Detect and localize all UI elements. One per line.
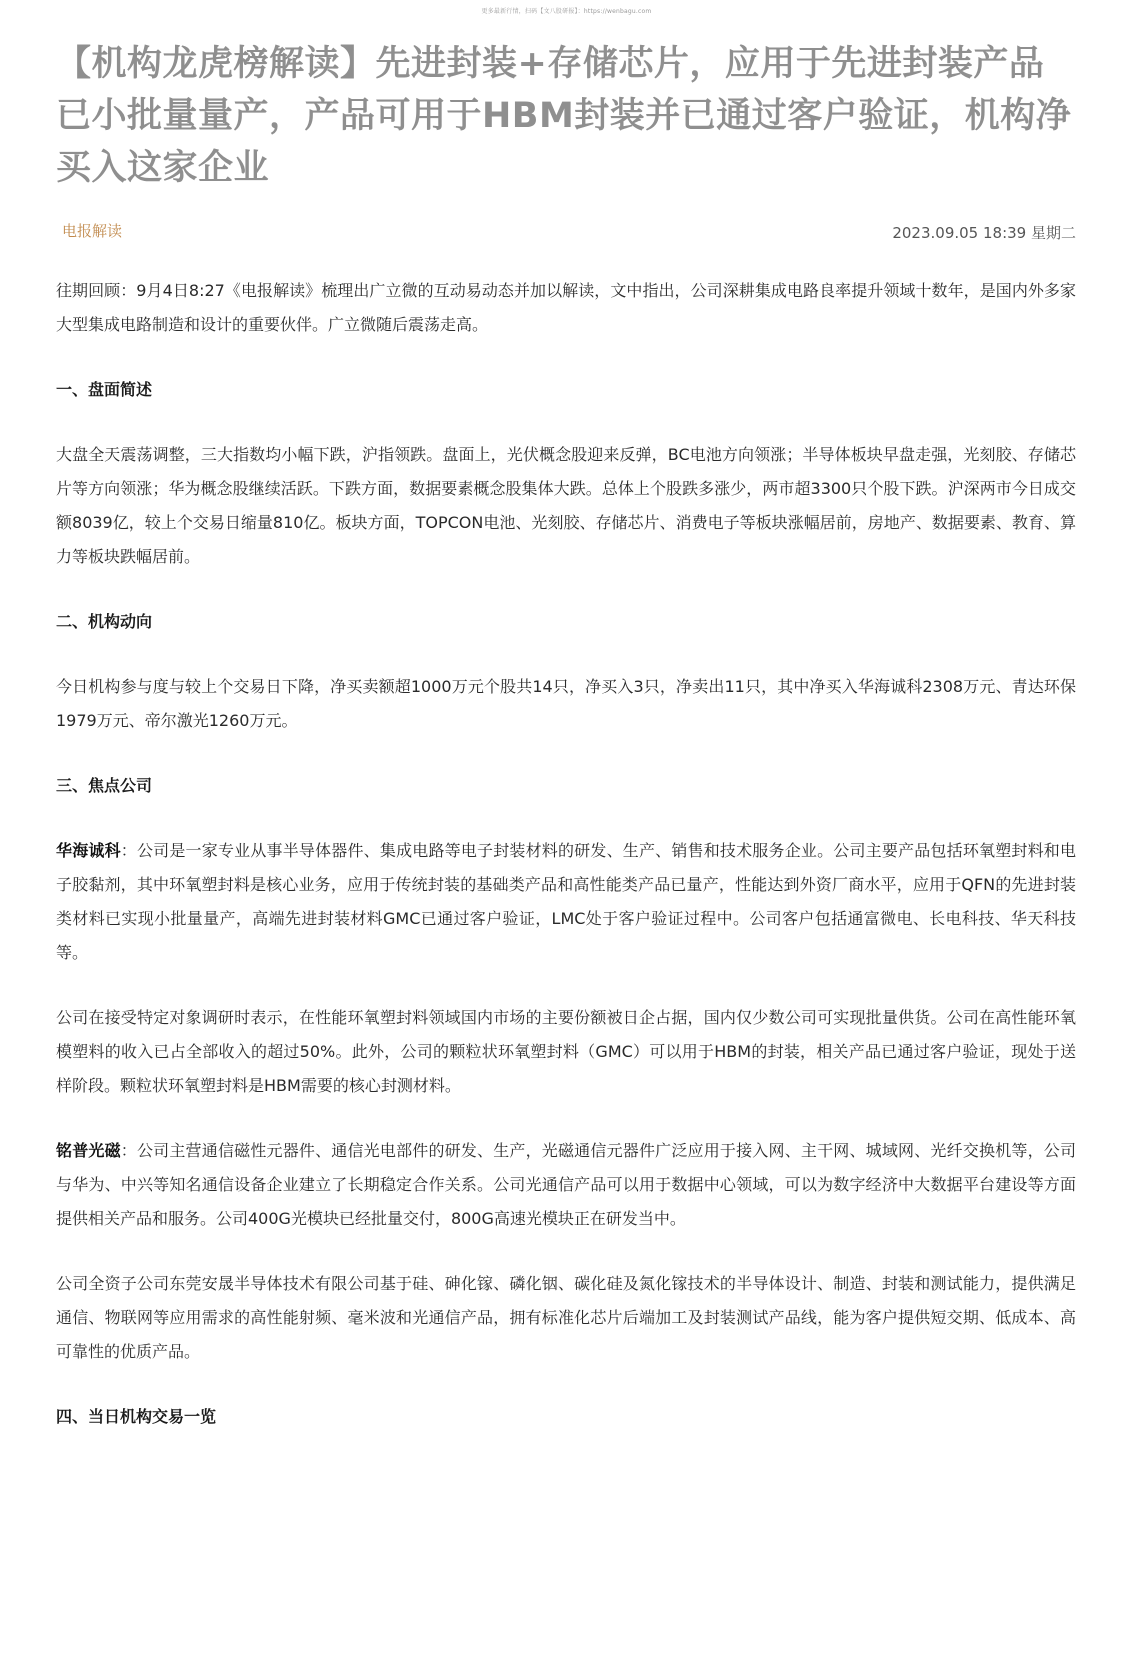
company-mingpu-paragraph-2: 公司全资子公司东莞安晟半导体技术有限公司基于硅、砷化镓、磷化铟、碳化硅及氮化镓技术的半导体设计、制造、封装和测试能力，提供满足通信、物联网等应用需求的高性能射频、毫米波和光通信产品，拥有标准化芯片后端加工及封装测试产品线，能为客户提供短交期、低成本、高可靠性的优质产品。 xyxy=(56,1274,1076,1361)
company-huahai-paragraph xyxy=(56,834,1076,970)
publish-datetime: 2023.09.05 18:39 星期二 xyxy=(892,224,1076,242)
section-heading-institution-moves: 二、机构动向 xyxy=(56,612,153,631)
section-heading-focus-companies: 三、焦点公司 xyxy=(56,776,153,795)
section-heading-daily-trades: 四、当日机构交易一览 xyxy=(56,1407,217,1426)
company-name-huahai: 华海诚科 xyxy=(56,841,121,860)
section-heading-market-summary: 一、盘面简述 xyxy=(56,380,153,399)
company-huahai-text: ：公司是一家专业从事半导体器件、集成电路等电子封装材料的研发、生产、销售和技术服务企业。公司主要产品包括环氧塑封料和电子胶黏剂，其中环氧塑封料是核心业务，应用于传统封装的基础类产品和高性能类产品已量产，性能达到外资厂商水平，应用于QFN的先进封装类材料已实现小批量量产，高端先进封装材料GMC已通过客户验证，LMC处于客户验证过程中。公司客户包括通富微电、长电科技、华天科技等。 xyxy=(56,841,1076,962)
company-name-mingpu: 铭普光磁 xyxy=(56,1141,121,1160)
company-mingpu-paragraph xyxy=(56,1134,1076,1236)
source-tag[interactable]: 电报解读 xyxy=(62,222,123,240)
company-mingpu-text: ：公司主营通信磁性元器件、通信光电部件的研发、生产，光磁通信元器件广泛应用于接入网、主干网、城域网、光纤交换机等，公司与华为、中兴等知名通信设备企业建立了长期稳定合作关系。公司光通信产品可以用于数据中心领域，可以为数字经济中大数据平台建设等方面提供相关产品和服务。公司400G光模块已经批量交付，800G高速光模块正在研发当中。 xyxy=(56,1141,1076,1228)
company-huahai-paragraph-2: 公司在接受特定对象调研时表示，在性能环氧塑封料领域国内市场的主要份额被日企占据，国内仅少数公司可实现批量供货。公司在高性能环氧模塑料的收入已占全部收入的超过50%。此外，公司的颗粒状环氧塑封料（GMC）可以用于HBM的封装，相关产品已通过客户验证，现处于送样阶段。颗粒状环氧塑封料是HBM需要的核心封测材料。 xyxy=(56,1008,1076,1095)
watermark-text: 更多最新行情，扫码【文八股研报】：https://wenbagu.com xyxy=(481,8,652,15)
article-meta xyxy=(56,218,1076,248)
market-summary-paragraph: 大盘全天震荡调整，三大指数均小幅下跌，沪指领跌。盘面上，光伏概念股迎来反弹，BC电池方向领涨；半导体板块早盘走强，光刻胶、存储芯片等方向领涨；华为概念股继续活跃。下跌方面，数据要素概念股集体大跌。总体上个股跌多涨少，两市超3300只个股下跌。沪深两市今日成交额8039亿，较上个交易日缩量810亿。板块方面，TOPCON电池、光刻胶、存储芯片、消费电子等板块涨幅居前，房地产、数据要素、教育、算力等板块跌幅居前。 xyxy=(56,445,1076,566)
article-body xyxy=(56,274,1076,1465)
intro-paragraph: 往期回顾：9月4日8:27《电报解读》梳理出广立微的互动易动态并加以解读，文中指出，公司深耕集成电路良率提升领域十数年，是国内外多家大型集成电路制造和设计的重要伙伴。广立微随后震荡走高。 xyxy=(56,281,1076,334)
institution-moves-paragraph: 今日机构参与度与较上个交易日下降，净买卖额超1000万元个股共14只，净买入3只，净卖出11只，其中净买入华海诚科2308万元、青达环保1979万元、帝尔激光1260万元。 xyxy=(56,677,1076,730)
article-title: 【机构龙虎榜解读】先进封装+存储芯片，应用于先进封装产品已小批量量产，产品可用于HBM封装并已通过客户验证，机构净买入这家企业 xyxy=(56,44,1072,188)
